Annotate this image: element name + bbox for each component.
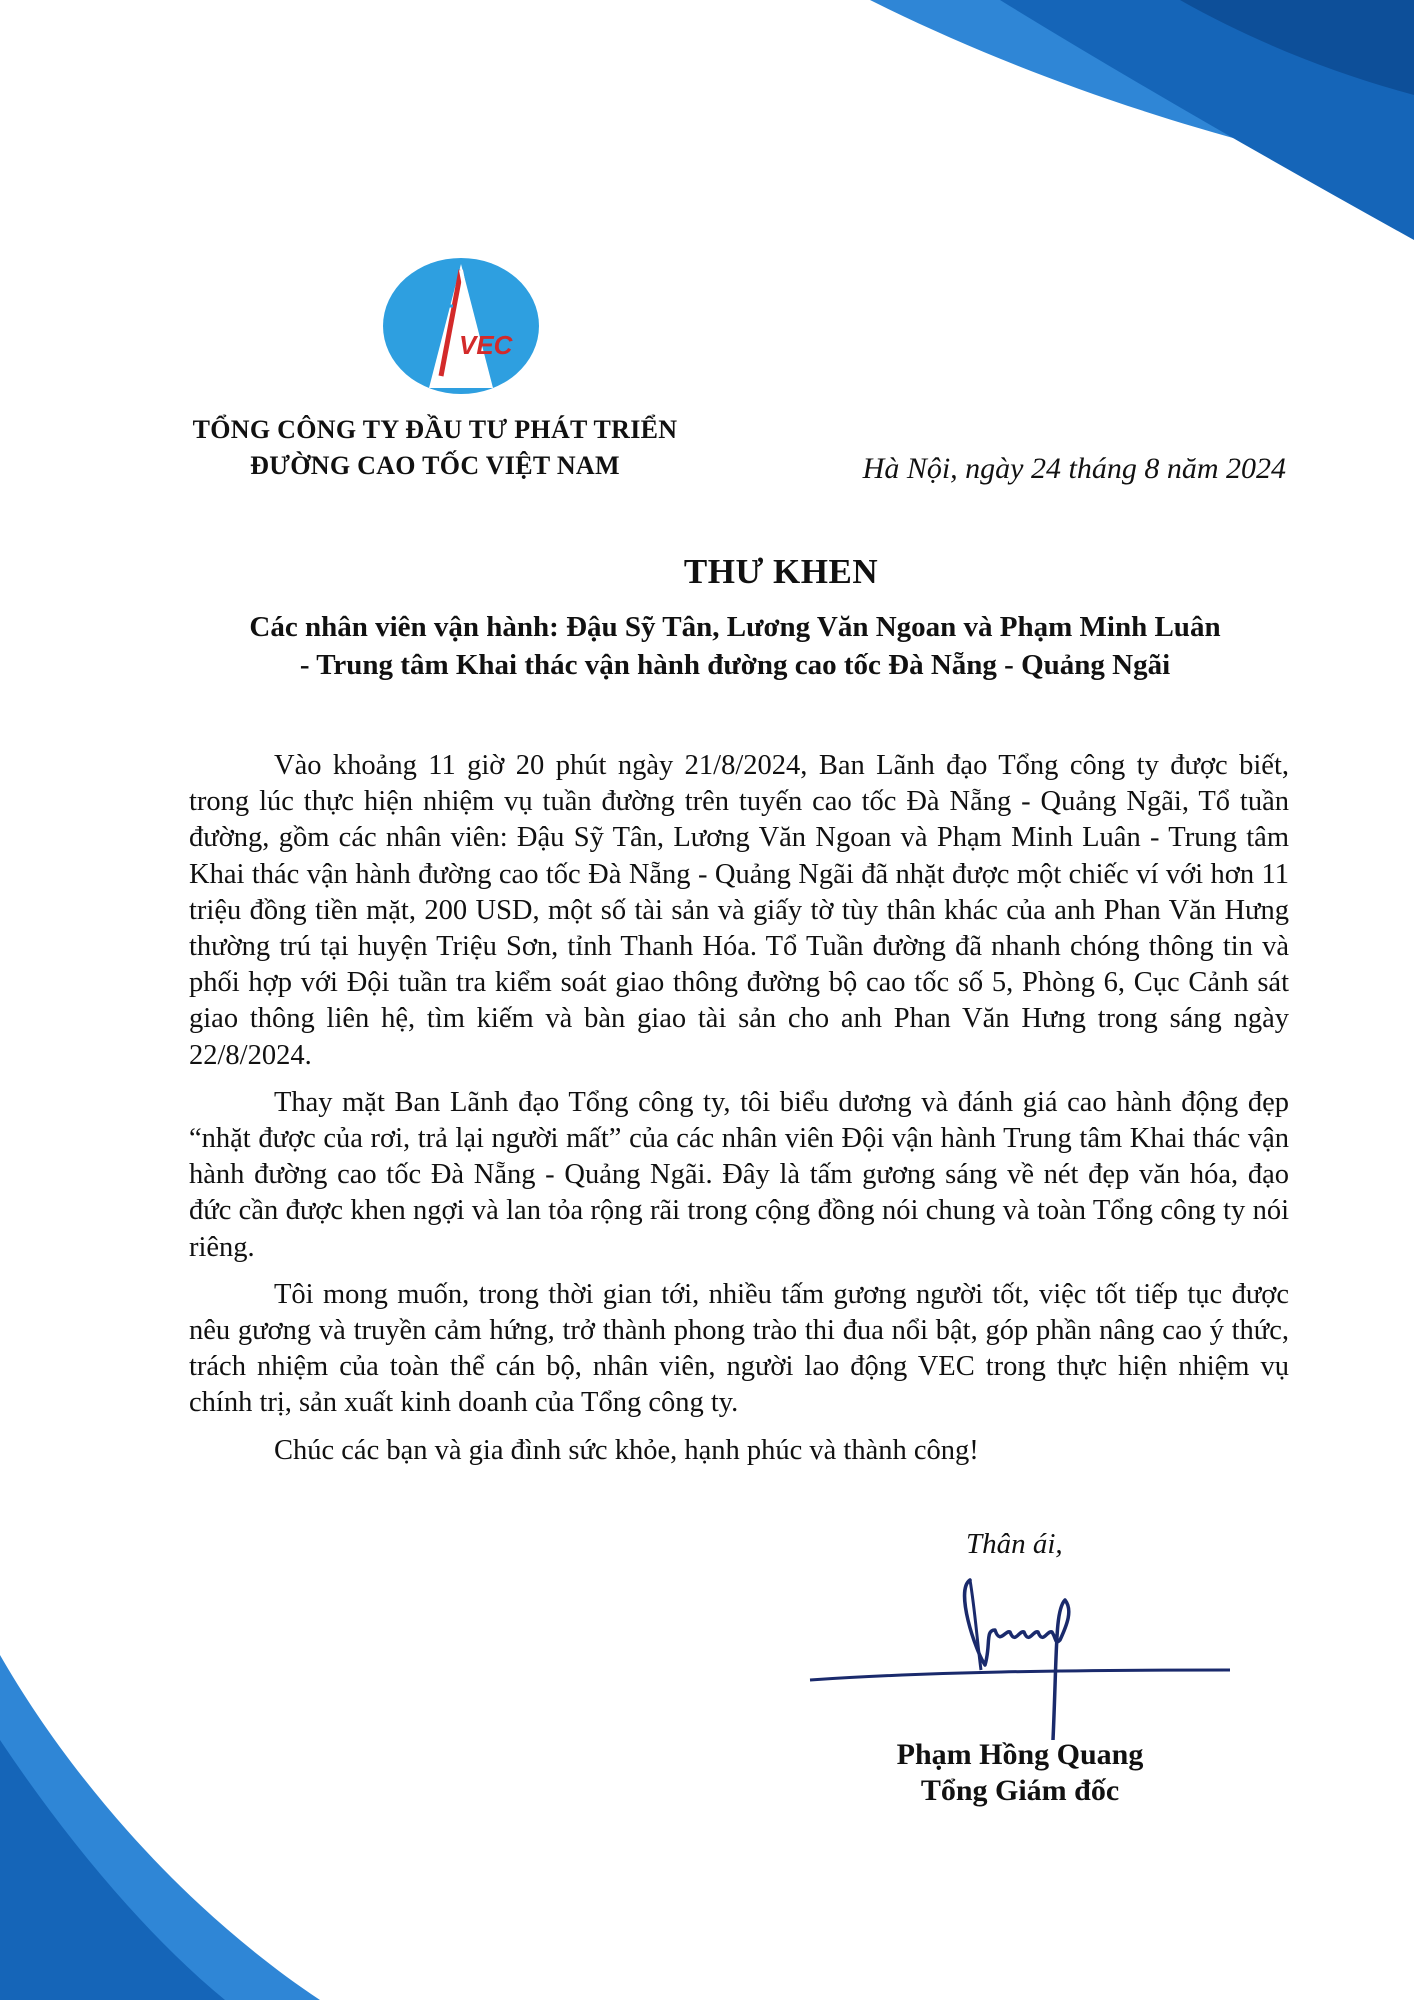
letter-date: Hà Nội, ngày 24 tháng 8 năm 2024 bbox=[862, 452, 1286, 485]
letter-title: THƯ KHEN bbox=[683, 552, 879, 591]
handwritten-signature-icon bbox=[805, 1570, 1235, 1740]
subject-line-2: - Trung tâm Khai thác vận hành đường cao tốc Đà Nẵng - Quảng Ngãi bbox=[299, 649, 1171, 681]
closing-salutation: Thân ái, bbox=[966, 1528, 1063, 1560]
organization-name bbox=[160, 412, 710, 484]
signer-position: Tổng Giám đốc bbox=[920, 1774, 1120, 1807]
letter-body bbox=[189, 748, 1289, 1480]
vec-logo-icon bbox=[381, 256, 541, 396]
body-paragraph-3: Tôi mong muốn, trong thời gian tới, nhiều tấm gương người tốt, việc tốt tiếp tục được nêu gương và truyền cảm hứng, trở thành phong trào thi đua nổi bật, góp phần nâng cao ý thức, trách nhiệm của toàn thể cán bộ, nhân viên, người lao động VEC trong thực hiện nhiệm vụ chính trị, sản xuất kinh doanh của Tổng công ty. bbox=[189, 1278, 1289, 1419]
org-line-2: ĐƯỜNG CAO TỐC VIỆT NAM bbox=[250, 451, 620, 480]
logo-text: VEC bbox=[459, 330, 513, 360]
body-paragraph-1: Vào khoảng 11 giờ 20 phút ngày 21/8/2024, Ban Lãnh đạo Tổng công ty được biết, trong lúc thực hiện nhiệm vụ tuần đường trên tuyến cao tốc Đà Nẵng - Quảng Ngãi, Tổ tuần đường, gồm các nhân viên: Đậu Sỹ Tân, Lương Văn Ngoan và Phạm Minh Luân - Trung tâm Khai thác vận hành đường cao tốc Đà Nẵng - Quảng Ngãi đã nhặt được một chiếc ví với hơn 11 triệu đồng tiền mặt, 200 USD, một số tài sản và giấy tờ tùy thân khác của anh Phan Văn Hưng thường trú tại huyện Triệu Sơn, tỉnh Thanh Hóa. Tổ Tuần đường đã nhanh chóng thông tin và phối hợp với Đội tuần tra kiểm soát giao thông đường bộ cao tốc số 5, Phòng 6, Cục Cảnh sát giao thông liên hệ, tìm kiếm và bàn giao tài sản cho anh Phan Văn Hưng trong sáng ngày 22/8/2024. bbox=[189, 750, 1289, 1071]
signer-name: Phạm Hồng Quang bbox=[896, 1738, 1144, 1771]
letter-subject bbox=[180, 608, 1290, 684]
signer-block bbox=[860, 1737, 1180, 1809]
org-line-1: TỔNG CÔNG TY ĐẦU TƯ PHÁT TRIỂN bbox=[192, 415, 678, 444]
body-paragraph-4: Chúc các bạn và gia đình sức khỏe, hạnh phúc và thành công! bbox=[274, 1434, 979, 1466]
body-paragraph-2: Thay mặt Ban Lãnh đạo Tổng công ty, tôi biểu dương và đánh giá cao hành động đẹp “nhặt được của rơi, trả lại người mất” của các nhân viên Đội vận hành Trung tâm Khai thác vận hành đường cao tốc Đà Nẵng - Quảng Ngãi. Đây là tấm gương sáng về nét đẹp văn hóa, đạo đức cần được khen ngợi và lan tỏa rộng rãi trong cộng đồng nói chung và toàn Tổng công ty nói riêng. bbox=[189, 1086, 1289, 1263]
subject-line-1: Các nhân viên vận hành: Đậu Sỹ Tân, Lương Văn Ngoan và Phạm Minh Luân bbox=[249, 611, 1221, 643]
